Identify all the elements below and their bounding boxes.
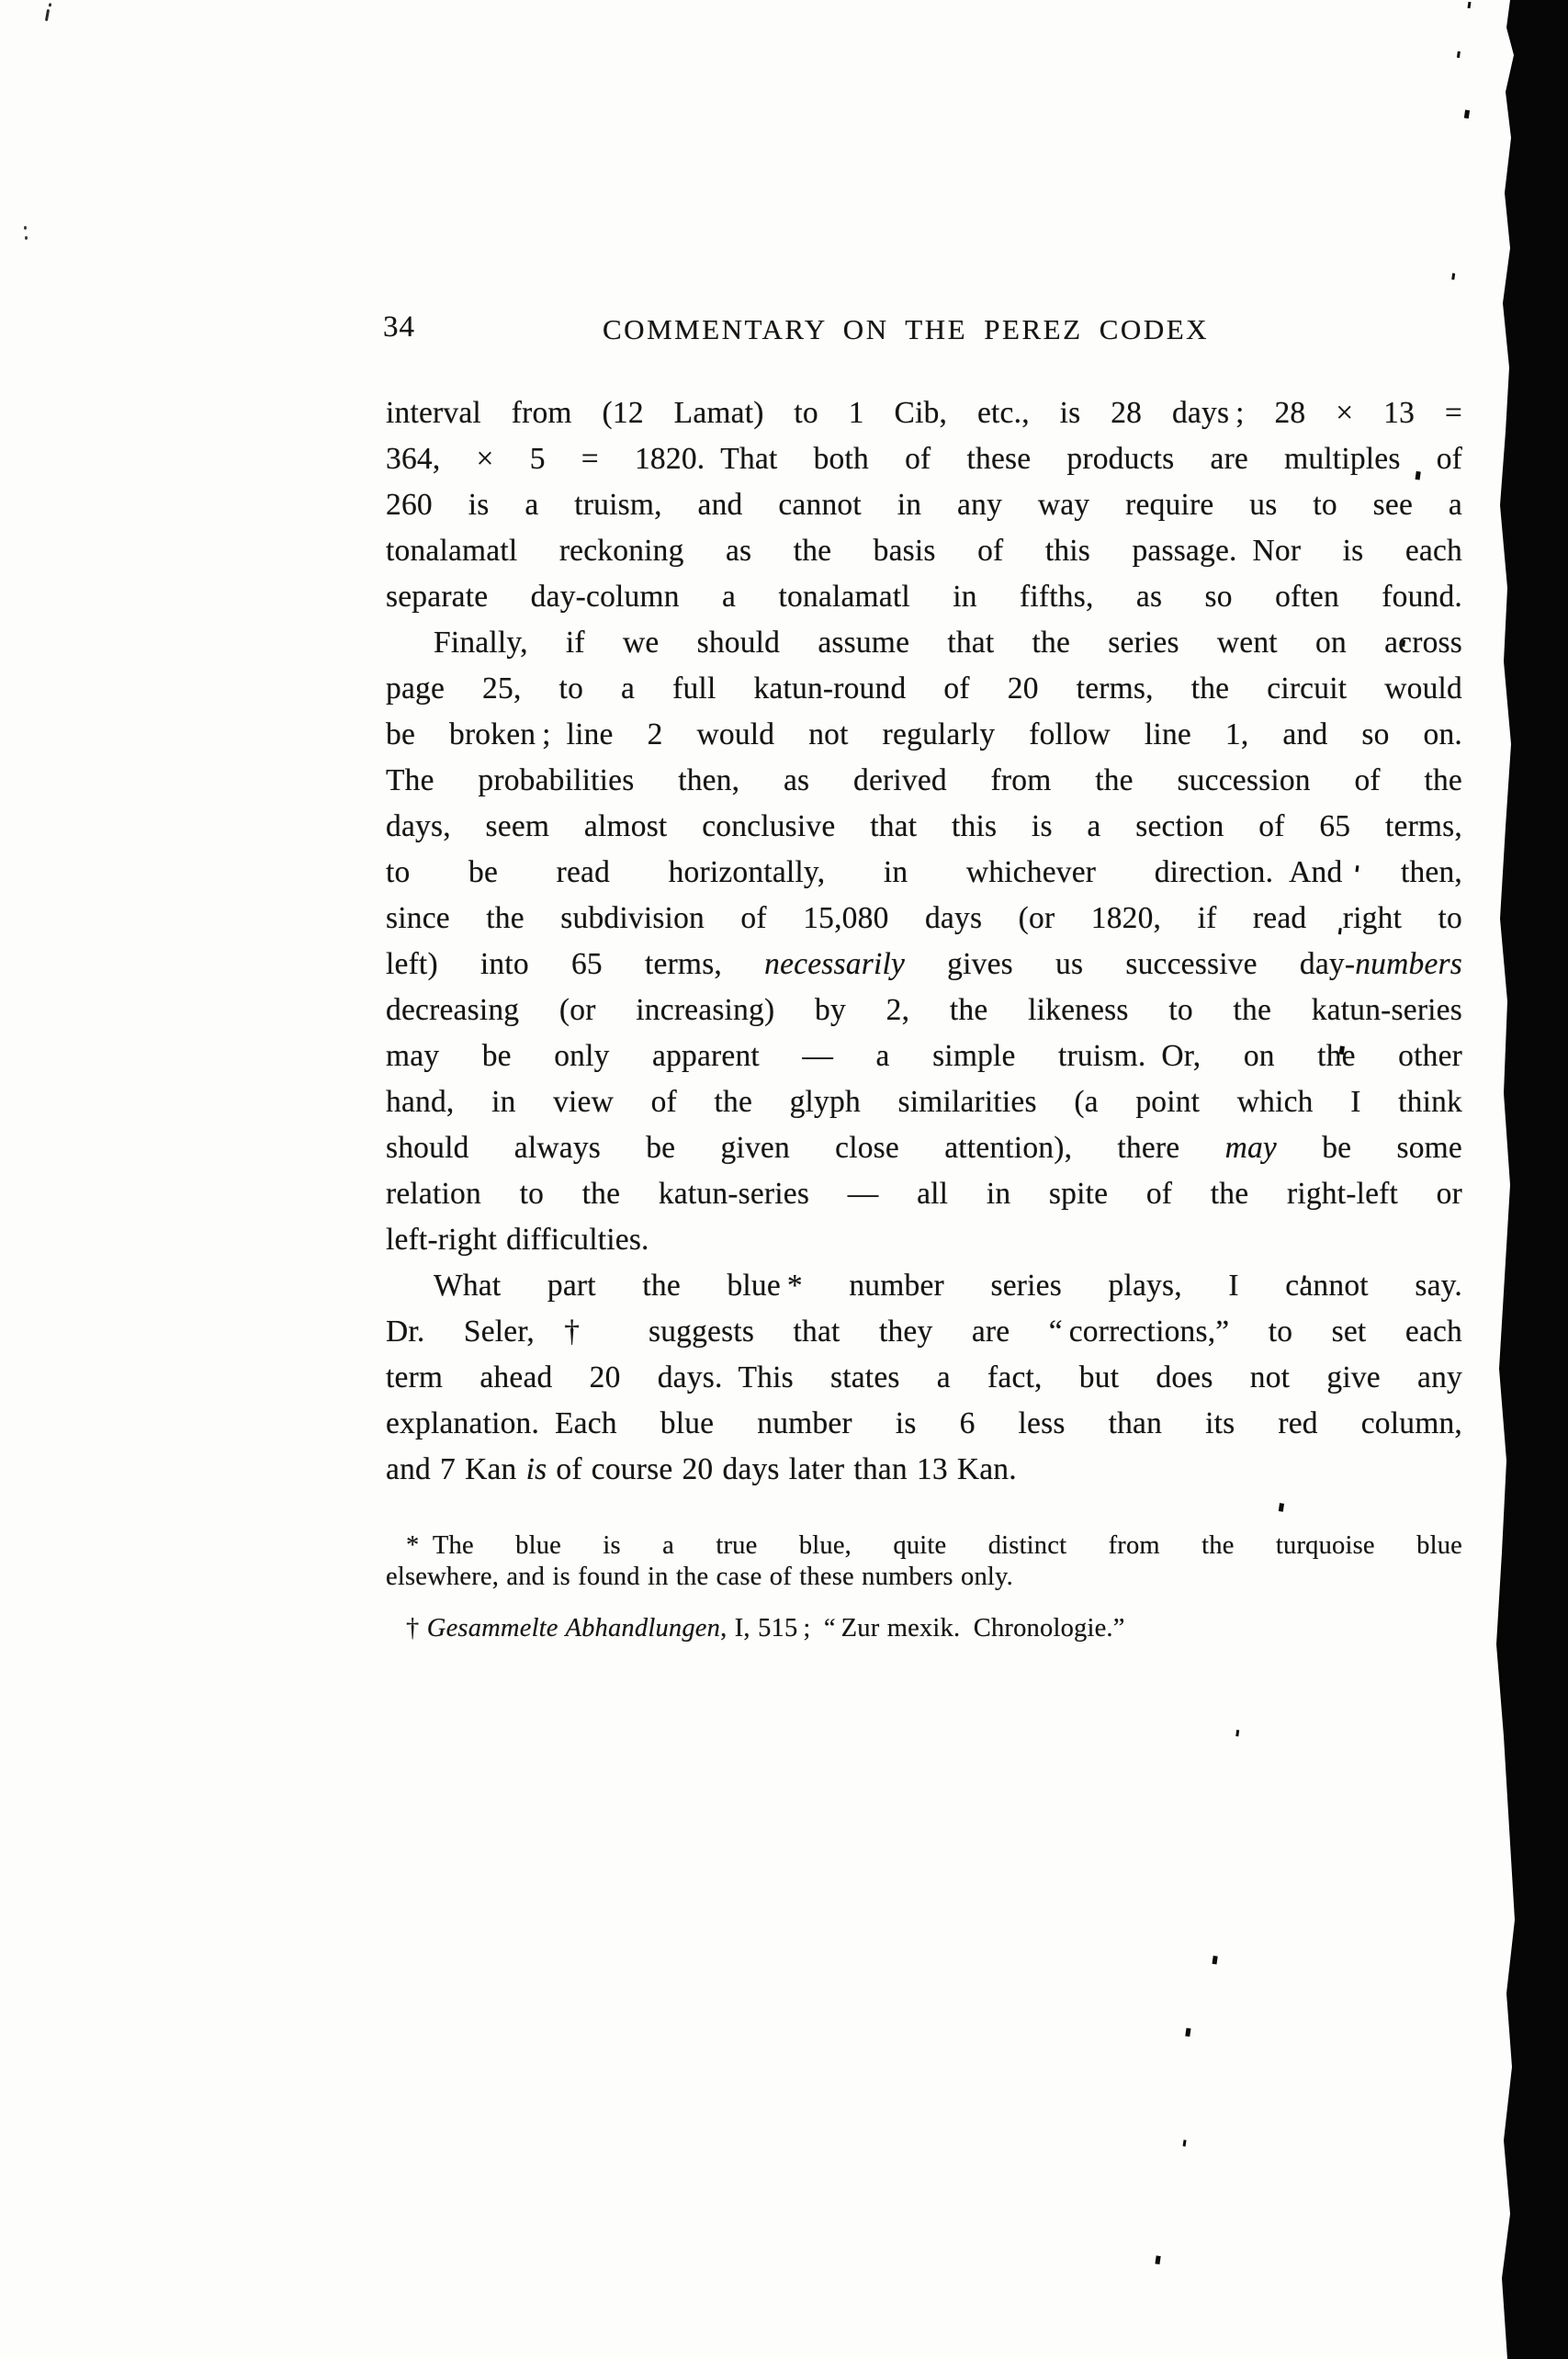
body-line — [386, 528, 1462, 574]
text-segment: since the subdivision of 15,080 days (or 1820, if read right to — [386, 901, 1462, 935]
text-segment: left) into 65 terms, — [386, 947, 765, 981]
text-segment: hand, in view of the glyph similarities (a point which I think — [386, 1085, 1462, 1119]
body-line — [386, 1171, 1462, 1217]
body-line — [386, 758, 1462, 804]
ink-speck-artifact — [24, 226, 27, 230]
body-line — [386, 666, 1462, 712]
text-segment: may be only apparent — a simple truism. Or, on the other — [386, 1039, 1462, 1073]
text-segment: page 25, to a full katun-round of 20 terms, the circuit would — [386, 672, 1462, 705]
body-line — [386, 620, 1462, 666]
text-segment: term ahead 20 days. This states a fact, but does not give any — [386, 1360, 1462, 1394]
text-segment: Finally, if we should assume that the series went on across — [434, 626, 1462, 660]
body-line — [386, 390, 1462, 436]
text-segment: 260 is a truism, and cannot in any way require us to see a — [386, 488, 1462, 522]
body-line — [386, 574, 1462, 620]
body-line — [386, 1309, 1462, 1355]
body-line — [386, 850, 1462, 896]
scan-noise-specks — [1468, 2, 1472, 8]
text-segment: of course 20 days later than 13 Kan. — [547, 1452, 1017, 1486]
text-segment: be some — [1277, 1131, 1462, 1165]
text-segment: The probabilities then, as derived from the succession of the — [386, 763, 1462, 797]
body-line — [386, 896, 1462, 942]
text-segment: left-right difficulties. — [386, 1223, 649, 1257]
footnotes — [386, 1530, 1462, 1644]
body-line — [386, 1447, 1462, 1493]
text-segment: Gesammelte Abhandlungen — [426, 1614, 721, 1642]
text-segment: to be read horizontally, in whichever direction. And then, — [386, 855, 1462, 889]
text-segment: decreasing (or increasing) by 2, the likeness to the katun-series — [386, 993, 1462, 1027]
body-line — [386, 712, 1462, 758]
text-segment: 364, × 5 = 1820. That both of these products are multiples of — [386, 442, 1462, 476]
text-segment: tonalamatl reckoning as the basis of this passage. Nor is each — [386, 534, 1462, 568]
body-line — [386, 482, 1462, 528]
footnote-line — [386, 1613, 1462, 1644]
text-segment: elsewhere, and is found in the case of these numbers only. — [386, 1563, 1013, 1591]
body-line — [386, 1217, 1462, 1263]
body-line — [386, 1079, 1462, 1125]
running-head: COMMENTARY ON THE PEREZ CODEX — [603, 313, 1210, 345]
footnote-line — [386, 1562, 1462, 1593]
body-line — [386, 988, 1462, 1033]
text-segment: numbers — [1355, 947, 1462, 981]
text-segment: relation to the katun-series — all in spite of the right-left or — [386, 1177, 1462, 1211]
text-segment: Dr. Seler,† suggests that they are “ corrections,” to set each — [386, 1315, 1462, 1349]
text-segment: * The blue is a true blue, quite distinct from the turquoise blue — [406, 1531, 1462, 1560]
text-segment: , I, 515 ; “ Zur mexik. Chronologie.” — [720, 1614, 1125, 1642]
body-line — [386, 1263, 1462, 1309]
text-segment: interval from (12 Lamat) to 1 Cib, etc., is 28 days ; 28 × 13 = — [386, 396, 1462, 430]
body-line — [386, 804, 1462, 850]
body-text — [386, 390, 1462, 1493]
body-line — [386, 436, 1462, 482]
text-segment: may — [1224, 1131, 1277, 1165]
text-segment: separate day-column a tonalamatl in fifths, as so often found. — [386, 580, 1462, 614]
ink-mark-artifact — [45, 9, 50, 21]
text-segment: days, seem almost conclusive that this is a section of 65 terms, — [386, 809, 1462, 843]
text-segment: gives us successive day- — [905, 947, 1356, 981]
text-segment: necessarily — [764, 947, 906, 981]
footnote-line — [386, 1530, 1462, 1562]
text-segment: explanation. Each blue number is 6 less than its red column, — [386, 1406, 1462, 1440]
body-line — [386, 1355, 1462, 1401]
page-number: 34 — [383, 310, 415, 344]
text-segment: What part the blue * number series plays, I cannot say. — [434, 1269, 1462, 1303]
text-segment: should always be given close attention), there — [386, 1131, 1225, 1165]
text-segment: † — [406, 1614, 427, 1642]
text-segment: be broken ; line 2 would not regularly follow line 1, and so on. — [386, 717, 1462, 751]
body-line — [386, 1033, 1462, 1079]
text-segment: is — [525, 1452, 547, 1486]
body-line — [386, 1401, 1462, 1447]
body-line — [386, 1125, 1462, 1171]
text-segment: and 7 Kan — [386, 1452, 526, 1486]
body-line — [386, 942, 1462, 988]
